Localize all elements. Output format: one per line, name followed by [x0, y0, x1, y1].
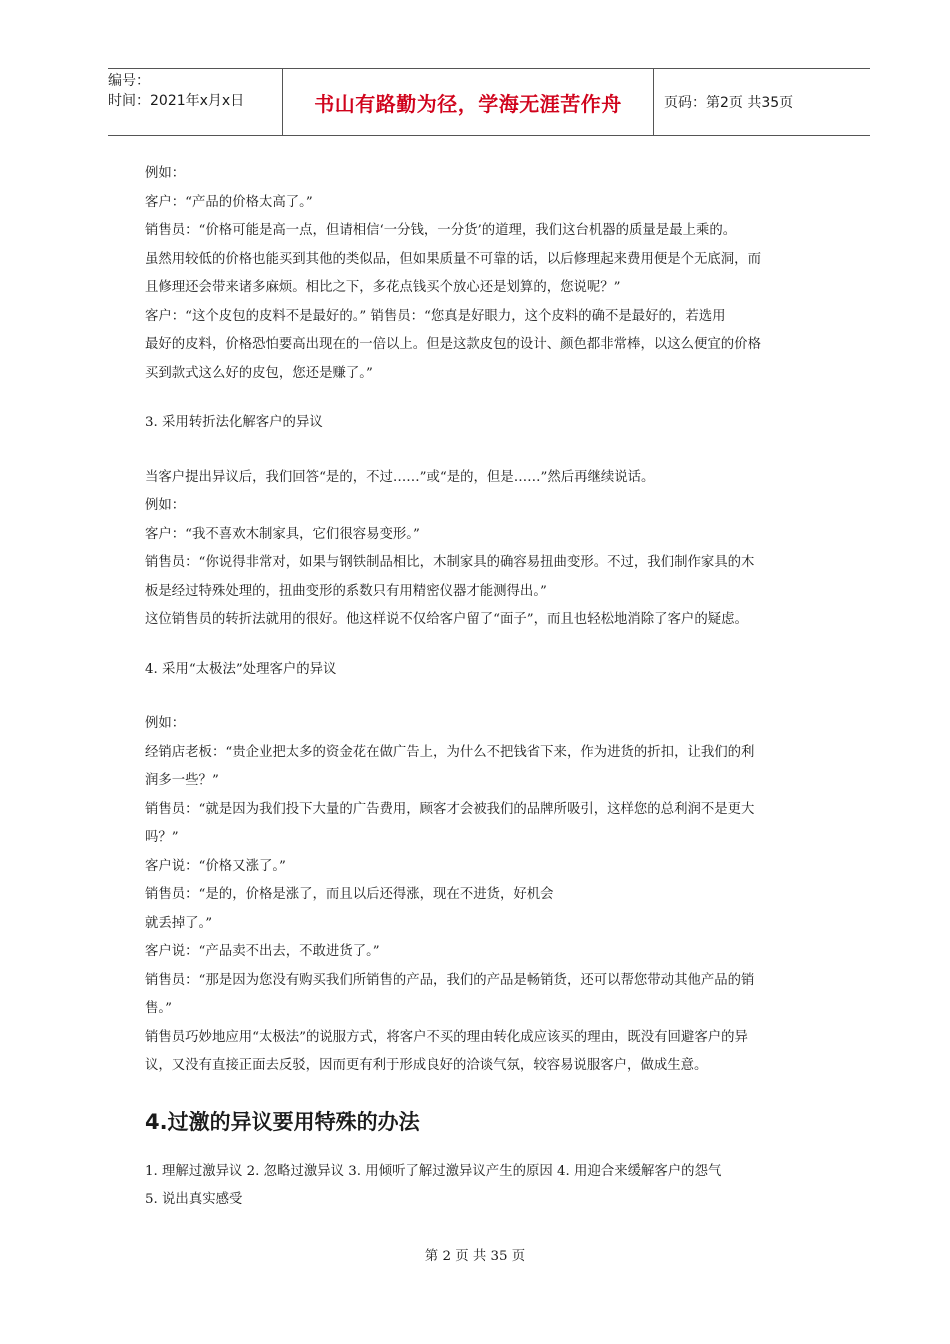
header-number-label: 编号： [108, 73, 150, 89]
text-line: 销售员：“是的，价格是涨了，而且以后还得涨，现在不进货，好机会 [145, 887, 554, 902]
text-line: 客户：“产品的价格太高了。” [145, 194, 313, 210]
text-line: 例如： [145, 498, 186, 513]
text-line: 板是经过特殊处理的，扭曲变形的系数只有用精密仪器才能测得出。” [145, 583, 547, 599]
text-line: 销售员：“你说得非常对，如果与钢铁制品相比，木制家具的确容易扭曲变形。不过，我们制作家具的木 [145, 555, 755, 570]
list-item: 1. 理解过激异议 2. 忽略过激异议 3. 用倾听了解过激异议产生的原因 4. 用迎合来缓解客户的怨气 [145, 1163, 722, 1179]
text-line: 这位销售员的转折法就用的很好。他这样说不仅给客户留了“面子”，而且也轻松地消除了客户的疑虑。 [145, 612, 748, 627]
list-item: 5. 说出真实感受 [145, 1192, 243, 1207]
text-line: 虽然用较低的价格也能买到其他的类似品，但如果质量不可靠的话，以后修理起来费用便是个无底洞，而 [145, 251, 761, 267]
text-line: 议，又没有直接正面去反驳，因而更有利于形成良好的洽谈气氛，较容易说服客户，做成生意。 [145, 1058, 708, 1073]
paragraph-group-a [145, 160, 817, 388]
text-line: 销售员：“那是因为您没有购买我们所销售的产品，我们的产品是畅销货，还可以帮您带动其他产品的销 [145, 972, 755, 988]
text-line: 销售员巧妙地应用“太极法”的说服方式，将客户不买的理由转化成应该买的理由，既没有回避客户的异 [145, 1029, 748, 1045]
paragraph-group-c [145, 710, 817, 1081]
header-meta [108, 69, 282, 135]
method-list [145, 1158, 817, 1215]
page-footer: 第 2 页 共 35 页 [424, 1249, 526, 1264]
text-line: 当客户提出异议后，我们回答“是的，不过……”或“是的，但是……”然后再继续说话。 [145, 469, 655, 485]
text-line: 就丢掉了。” [145, 915, 213, 931]
header-motto: 书山有路勤为径，学海无涯苦作舟 [282, 69, 654, 135]
text-line: 例如： [145, 716, 186, 731]
text-line: 客户：“我不喜欢木制家具，它们很容易变形。” [145, 526, 420, 542]
text-line: 买到款式这么好的皮包，您还是赚了。” [145, 365, 373, 381]
header-page-info: 页码：第2页 共35页 [664, 95, 794, 111]
page-header [108, 68, 870, 136]
section-heading: 4.过激的异议要用特殊的办法 [145, 1109, 420, 1134]
text-line: 吗？” [145, 830, 179, 845]
text-line: 销售员：“价格可能是高一点，但请相信‘一分钱，一分货’的道理，我们这台机器的质量是最上乘的。 [145, 223, 737, 238]
document-body [145, 160, 817, 1215]
text-line: 且修理还会带来诸多麻烦。相比之下，多花点钱买个放心还是划算的，您说呢？” [145, 280, 621, 295]
text-line: 销售员：“就是因为我们投下大量的广告费用，顾客才会被我们的品牌所吸引，这样您的总利润不是更大 [145, 801, 755, 817]
header-date: 时间：2021年x月x日 [108, 93, 245, 109]
text-line: 客户：“这个皮包的皮料不是最好的。” 销售员：“您真是好眼力，这个皮料的确不是最好的，若选用 [145, 308, 726, 324]
text-line: 客户说：“价格又涨了。” [145, 858, 286, 874]
section-title-3: 3. 采用转折法化解客户的异议 [145, 415, 323, 430]
text-line: 售。” [145, 1001, 172, 1016]
paragraph-group-b [145, 464, 817, 635]
section-title-4: 4. 采用“太极法”处理客户的异议 [145, 661, 337, 677]
text-line: 最好的皮料，价格恐怕要高出现在的一倍以上。但是这款皮包的设计、颜色都非常棒，以这么便宜的价格 [145, 337, 761, 352]
text-line: 客户说：“产品卖不出去，不敢进货了。” [145, 944, 380, 959]
text-line: 润多一些？” [145, 773, 219, 788]
text-line: 例如： [145, 166, 186, 181]
text-line: 经销店老板：“贵企业把太多的资金花在做广告上，为什么不把钱省下来，作为进货的折扣，让我们的利 [145, 744, 755, 760]
